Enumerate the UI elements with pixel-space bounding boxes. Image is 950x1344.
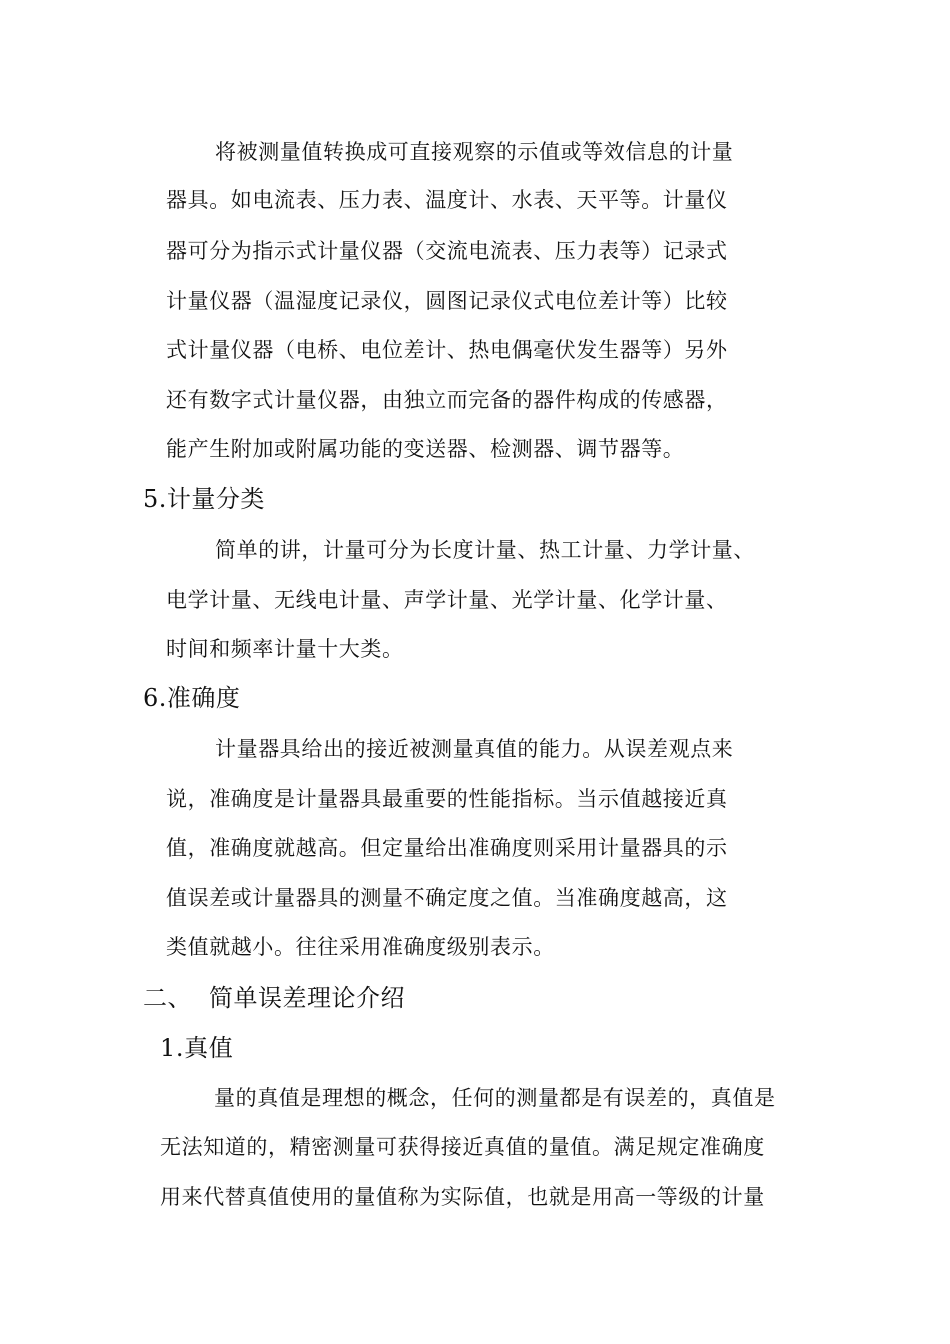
paragraph-line: 能产生附加或附属功能的变送器、检测器、调节器等。 <box>166 437 685 461</box>
paragraph-line: 说，准确度是计量器具最重要的性能指标。当示值越接近真 <box>166 787 728 811</box>
paragraph-line: 值误差或计量器具的测量不确定度之值。当准确度越高，这 <box>166 886 728 910</box>
paragraph-line: 量的真值是理想的概念，任何的测量都是有误差的，真值是 <box>214 1086 776 1110</box>
paragraph-line: 电学计量、无线电计量、声学计量、光学计量、化学计量、 <box>166 588 728 612</box>
section-heading-1: 1.真值 <box>160 1034 234 1062</box>
paragraph-line: 用来代替真值使用的量值称为实际值，也就是用高一等级的计量 <box>160 1185 765 1209</box>
section-heading-5: 5.计量分类 <box>143 485 265 513</box>
paragraph-line: 无法知道的，精密测量可获得接近真值的量值。满足规定准确度 <box>160 1135 765 1159</box>
paragraph-line: 时间和频率计量十大类。 <box>166 637 404 661</box>
chapter-number: 二、 <box>143 984 192 1012</box>
paragraph-line: 类值就越小。往往采用准确度级别表示。 <box>166 935 555 959</box>
chapter-title: 简单误差理论介绍 <box>209 984 405 1012</box>
paragraph-line: 将被测量值转换成可直接观察的示值或等效信息的计量 <box>215 140 734 164</box>
paragraph-line: 还有数字式计量仪器，由独立而完备的器件构成的传感器， <box>166 388 728 412</box>
paragraph-line: 器具。如电流表、压力表、温度计、水表、天平等。计量仪 <box>166 188 728 212</box>
paragraph-line: 值，准确度就越高。但定量给出准确度则采用计量器具的示 <box>166 836 728 860</box>
paragraph-line: 简单的讲，计量可分为长度计量、热工计量、力学计量、 <box>215 538 755 562</box>
paragraph-line: 计量器具给出的接近被测量真值的能力。从误差观点来 <box>215 737 734 761</box>
section-heading-6: 6.准确度 <box>143 684 241 712</box>
paragraph-line: 式计量仪器（电桥、电位差计、热电偶毫伏发生器等）另外 <box>166 338 728 362</box>
chapter-heading <box>143 982 405 1014</box>
paragraph-line: 器可分为指示式计量仪器（交流电流表、压力表等）记录式 <box>166 239 728 263</box>
paragraph-line: 计量仪器（温湿度记录仪，圆图记录仪式电位差计等）比较 <box>166 289 728 313</box>
